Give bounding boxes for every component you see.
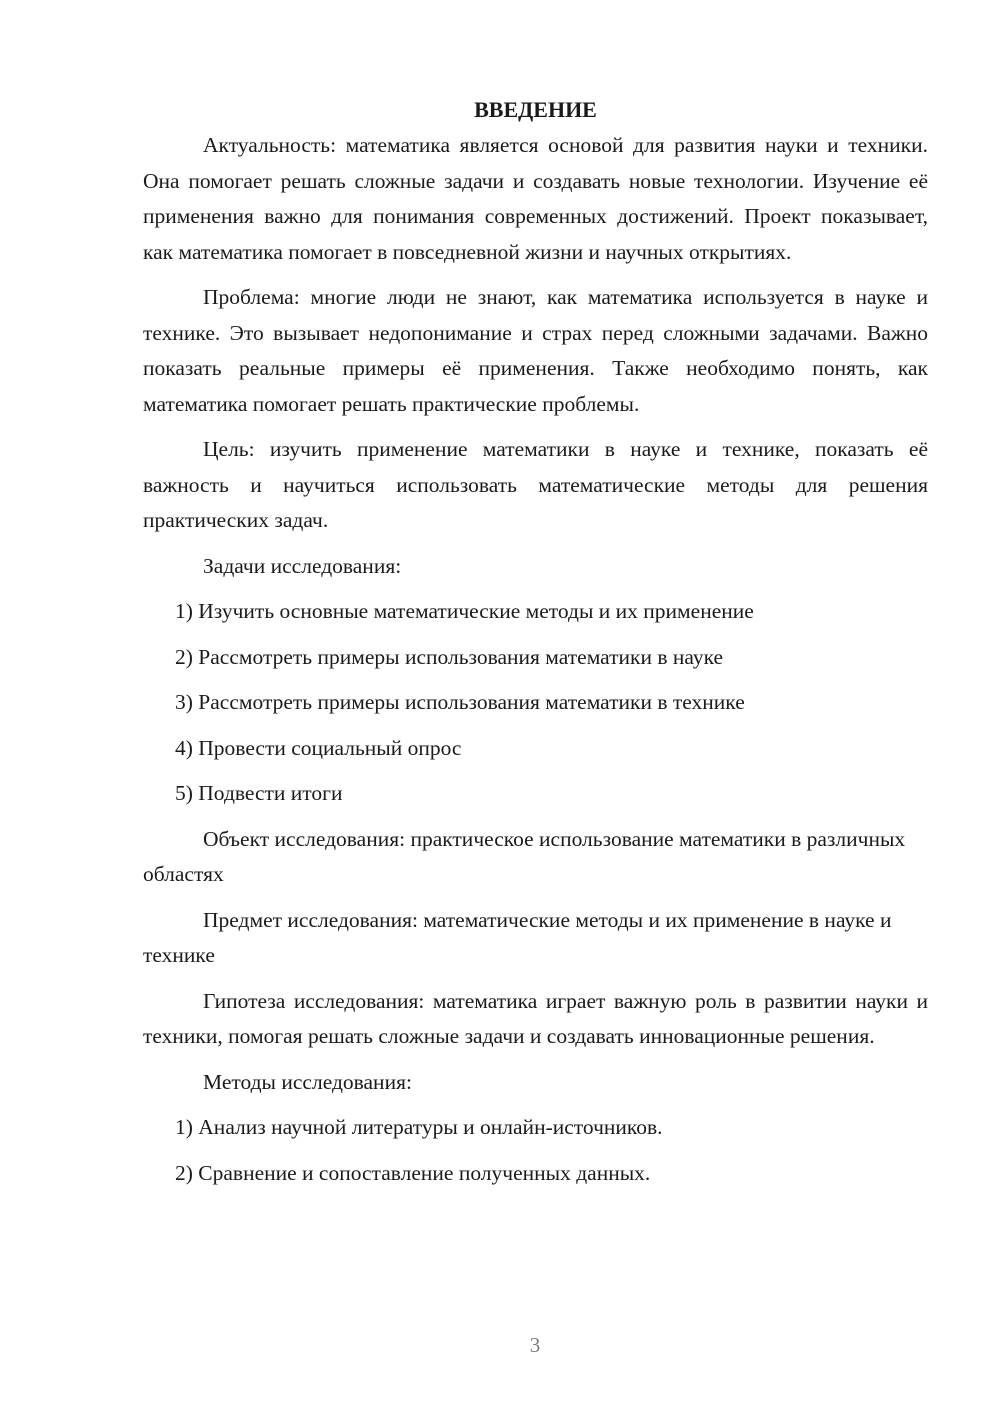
- list-item: 1) Анализ научной литературы и онлайн-источников.: [175, 1115, 663, 1139]
- goal-paragraph: Цель: изучить применение математики в науке и технике, показать её важность и научиться использовать математические методы для решения практических задач.: [143, 437, 928, 532]
- page-number: 3: [529, 1333, 541, 1357]
- list-item: 5) Подвести итоги: [175, 781, 343, 805]
- document-page: [143, 95, 928, 1201]
- list-item: 3) Рассмотреть примеры использования математики в технике: [175, 690, 745, 714]
- list-item: 4) Провести социальный опрос: [175, 735, 462, 760]
- list-item: 2) Сравнение и сопоставление полученных данных.: [175, 1160, 651, 1185]
- methods-list: [143, 1110, 928, 1191]
- section-title: ВВЕДЕНИЕ: [474, 97, 597, 122]
- problem-paragraph: Проблема: многие люди не знают, как математика используется в науке и технике. Это вызывает недопонимание и страх перед сложными задачами. Важно показать реальные примеры её применения. Также необходимо понять, как математика помогает решать практические проблемы.: [143, 285, 928, 416]
- list-item: 1) Изучить основные математические методы и их применение: [175, 599, 754, 623]
- subject-paragraph: Предмет исследования: математические методы и их применение в науке и технике: [143, 907, 892, 967]
- tasks-heading: Задачи исследования:: [203, 553, 402, 578]
- relevance-paragraph: Актуальность: математика является основой для развития науки и техники. Она помогает решать сложные задачи и создавать новые технологии. Изучение её применения важно для понимания современных достижений. Проект показывает, как математика помогает в повседневной жизни и научных открытиях.: [143, 133, 928, 264]
- tasks-list: [143, 594, 928, 812]
- object-paragraph: Объект исследования: практическое использование математики в различных областях: [143, 826, 906, 886]
- methods-heading: Методы исследования:: [203, 1069, 412, 1094]
- hypothesis-paragraph: Гипотеза исследования: математика играет важную роль в развитии науки и техники, помогая решать сложные задачи и создавать инновационные решения.: [143, 988, 928, 1048]
- list-item: 2) Рассмотреть примеры использования математики в науке: [175, 644, 724, 669]
